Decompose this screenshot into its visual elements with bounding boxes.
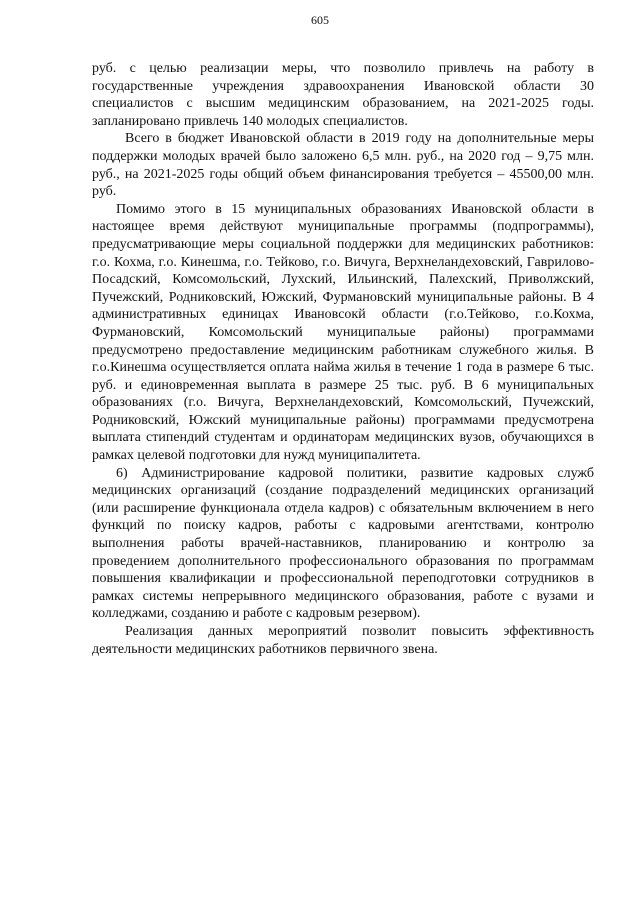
paragraph-conclusion: Реализация данных мероприятий позволит повысить эффективность деятельности медицинских работников первичного звена.: [92, 624, 594, 657]
paragraph-budget: Всего в бюджет Ивановской области в 2019 году на дополнительные меры поддержки молодых врачей было заложено 6,5 млн. руб., на 2020 год – 9,75 млн. руб., на 2021-2025 годы общий объем финансирования требуется – 45500,00 млн. руб.: [92, 131, 594, 200]
paragraph-municipal-programs: Помимо этого в 15 муниципальных образованиях Ивановской области в настоящее время действуют муниципальные программы (подпрограммы), предусматривающие меры социальной поддержки для медицинских работников: г.о. Кохма, г.о. Кинешма, г.о. Тейково, г.о. Вичуга, Верхнеландеховский, Гаврилово-Посадский, Комсомольский, Лухский, Ильинский, Палехский, Приволжский, Пучежский, Родниковский, Южский, Фурмановский муниципальные районы. В 4 административных единицах Ивановсокй области (г.о.Тейково, г.о.Кохма, Фурмановский, Комсомольский муниципальые районы) программами предусмотрено предоставление медицинским работникам служебного жилья. В г.о.Кинешма осуществляется оплата найма жилья в течение 1 года в размере 6 тыс. руб. и единовременная выплата в размере 25 тыс. руб. В 6 муниципальных образованиях (г.о. Вичуга, Верхнеландеховский, Комсомольский, Пучежский, Родниковский, Южский муниципальные районы) программами предусмотрена выплата стипендий студентам и ординаторам медицинских вузов, обучающихся в рамках целевой подготовки для нужд муниципалитета.: [92, 201, 594, 464]
document-body: [92, 60, 594, 658]
page-number: 605: [311, 13, 329, 27]
paragraph-continuation: руб. с целью реализации меры, что позволило привлечь на работу в государственные учреждения здравоохранения Ивановской области 30 специалистов с высшим медицинским образованием, на 2021-2025 годы. запланировано привлечь 140 молодых специалистов.: [92, 61, 594, 129]
paragraph-hr-administration: 6) Администрирование кадровой политики, развитие кадровых служб медицинских организаций (создание подразделений медицинских организаций (или расширение функционала отдела кадров) с обязательным включением в него функций по поиску кадров, работы с кадровыми агентствами, контролю выполнения работы врачей-наставников, планированию и контролю за проведением дополнительного профессионального образования по программам повышения квалификации и профессиональной переподготовки сотрудников в рамках системы непрерывного медицинского образования, работе с вузами и колледжами, созданию и работе с кадровым резервом).: [92, 465, 594, 622]
